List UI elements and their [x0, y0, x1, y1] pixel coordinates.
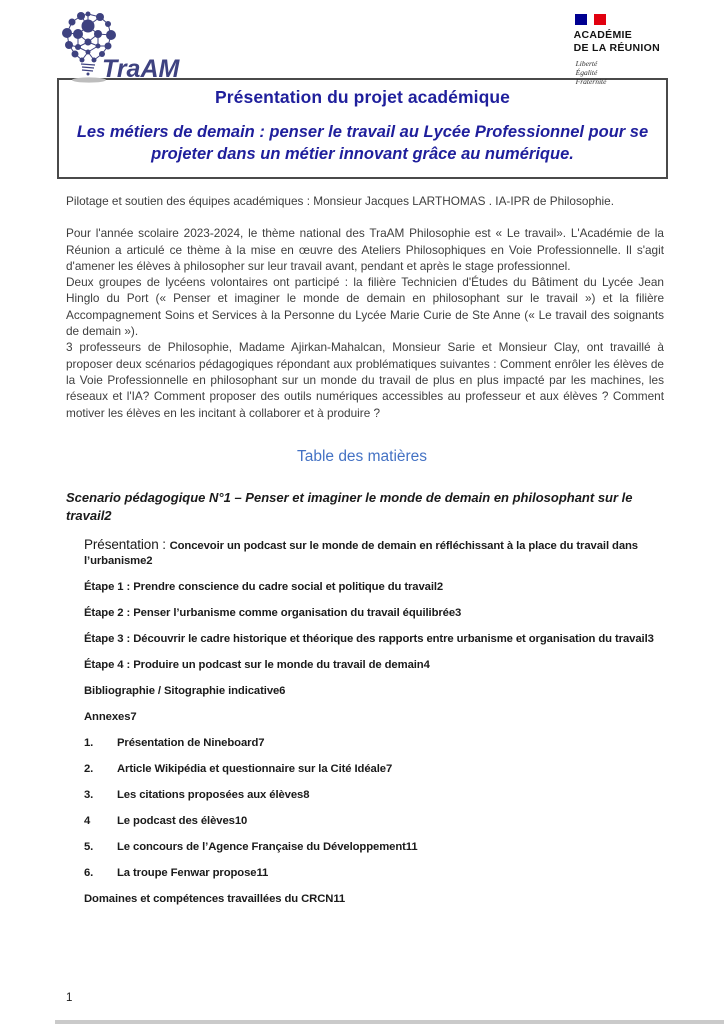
- title-box: [57, 78, 668, 179]
- toc-heading: Table des matières: [296, 447, 428, 465]
- toc-entry-annex-6[interactable]: [84, 866, 666, 882]
- academy-name-line2: DE LA RÉUNION: [573, 42, 660, 54]
- toc-annex-number: 6.: [84, 867, 94, 880]
- toc-annex-number: 5.: [84, 841, 94, 854]
- toc-annex-number: 1.: [84, 737, 94, 750]
- toc-entry-etape4[interactable]: Étape 4 : Produire un podcast sur le monde du travail de demain4: [84, 659, 430, 672]
- toc-presentation-lead: Présentation :: [84, 536, 170, 552]
- document-subtitle: Les métiers de demain : penser le travail au Lycée Professionnel pour se projeter dans un métier innovant grâce au numérique.: [76, 123, 649, 163]
- toc-annex-text: Les citations proposées aux élèves8: [117, 789, 310, 802]
- paragraph-groupes-lyceens: Deux groupes de lycéens volontaires ont participé : la filière Technicien d'Études du Bâtiment du Lycée Jean Hinglo du Port (« Penser et imaginer le monde de demain en philosophant sur le travail ») et la filière Accompagnement Soins et Services à la Personne du Lycée Marie Curie de Ste Anne (« Le travail des soignants de demain »).: [66, 275, 664, 339]
- toc-annex-text: Article Wikipédia et questionnaire sur la Cité Idéale7: [117, 763, 393, 776]
- toc-entry-annex-2[interactable]: [84, 762, 666, 778]
- document-title: Présentation du projet académique: [214, 87, 511, 107]
- toc-annex-text: Le podcast des élèves10: [117, 815, 248, 828]
- next-page-edge: [55, 1020, 724, 1024]
- toc-annex-number: 3.: [84, 789, 94, 802]
- academy-name: [574, 29, 660, 55]
- academy-name-line1: ACADÉMIE: [573, 29, 633, 41]
- flag-white-stripe: [587, 14, 594, 25]
- table-of-contents: [66, 489, 666, 908]
- toc-presentation-rest: Concevoir un podcast sur le monde de demain en réfléchissant à la place du travail dans l’urbanisme2: [84, 539, 638, 568]
- toc-annex-text: La troupe Fenwar propose11: [117, 867, 269, 880]
- network-bulb-icon: [62, 10, 194, 90]
- motto-egalite: Égalité: [575, 68, 598, 77]
- page-header: [0, 0, 724, 86]
- body-text: [66, 193, 664, 421]
- toc-entry-domaines[interactable]: Domaines et compétences travaillées du CRCN11: [84, 893, 346, 906]
- academy-logo: [574, 14, 660, 86]
- toc-annex-number: 2.: [84, 763, 94, 776]
- flag-red-stripe: [594, 14, 606, 25]
- toc-entry-etape3[interactable]: Étape 3 : Découvrir le cadre historique et théorique des rapports entre urbanisme et organisation du travail3: [84, 633, 654, 646]
- toc-entry-annex-5[interactable]: [84, 840, 666, 856]
- traam-wordmark: TraAM: [102, 55, 180, 83]
- french-flag-icon: [575, 14, 609, 25]
- page-number: 1: [66, 992, 73, 1004]
- toc-entry-annex-3[interactable]: [84, 788, 666, 804]
- motto-liberte: Liberté: [575, 59, 598, 68]
- toc-entry-etape2[interactable]: Étape 2 : Penser l’urbanisme comme organisation du travail équilibrée3: [84, 607, 462, 620]
- toc-entry-annexes[interactable]: Annexes7: [84, 711, 137, 724]
- paragraph-professeurs: 3 professeurs de Philosophie, Madame Ajirkan-Mahalcan, Monsieur Sarie et Monsieur Clay, ont travaillé à proposer deux scénarios pédagogiques répondant aux problématiques suivantes : Comment enrôler les élèves de la Voie Professionnelle en philosophant sur un monde du travail de plus en plus impacté par les machines, les réseaux et l'IA? Comment proposer des outils numériques accessibles au professeur et aux élèves ? Comment motiver les élèves en les incitant à collaborer et à produire ?: [66, 340, 664, 420]
- flag-blue-stripe: [575, 14, 587, 25]
- toc-entry-annex-4[interactable]: [84, 814, 666, 830]
- toc-entry-annex-1[interactable]: [84, 736, 666, 752]
- toc-entry-bibliographie[interactable]: Bibliographie / Sitographie indicative6: [84, 685, 286, 698]
- republic-motto: [576, 59, 660, 86]
- toc-entry-presentation[interactable]: [84, 537, 666, 570]
- paragraph-theme-national: Pour l'année scolaire 2023-2024, le thème national des TraAM Philosophie est « Le travail». L'Académie de la Réunion a articulé ce thème à la mise en œuvre des Ateliers Philosophiques en Voie Professionnelle. Il s'agit d'amener les élèves à philosopher sur leur travail avant, pendant et après le stage professionnel.: [66, 226, 664, 273]
- toc-annex-text: Le concours de l’Agence Française du Développement11: [117, 841, 418, 854]
- toc-entry-etape1[interactable]: Étape 1 : Prendre conscience du cadre social et politique du travail2: [84, 581, 444, 594]
- traam-logo: [62, 10, 194, 90]
- toc-entry-scenario1[interactable]: Scenario pédagogique N°1 – Penser et imaginer le monde de demain en philosophant sur le travail2: [66, 489, 633, 524]
- toc-annex-number: 4: [84, 815, 91, 828]
- motto-fraternite: Fraternité: [575, 77, 607, 86]
- toc-annex-text: Présentation de Nineboard7: [117, 737, 265, 750]
- paragraph-pilotage: Pilotage et soutien des équipes académiques : Monsieur Jacques LARTHOMAS . IA-IPR de Philosophie.: [66, 194, 614, 208]
